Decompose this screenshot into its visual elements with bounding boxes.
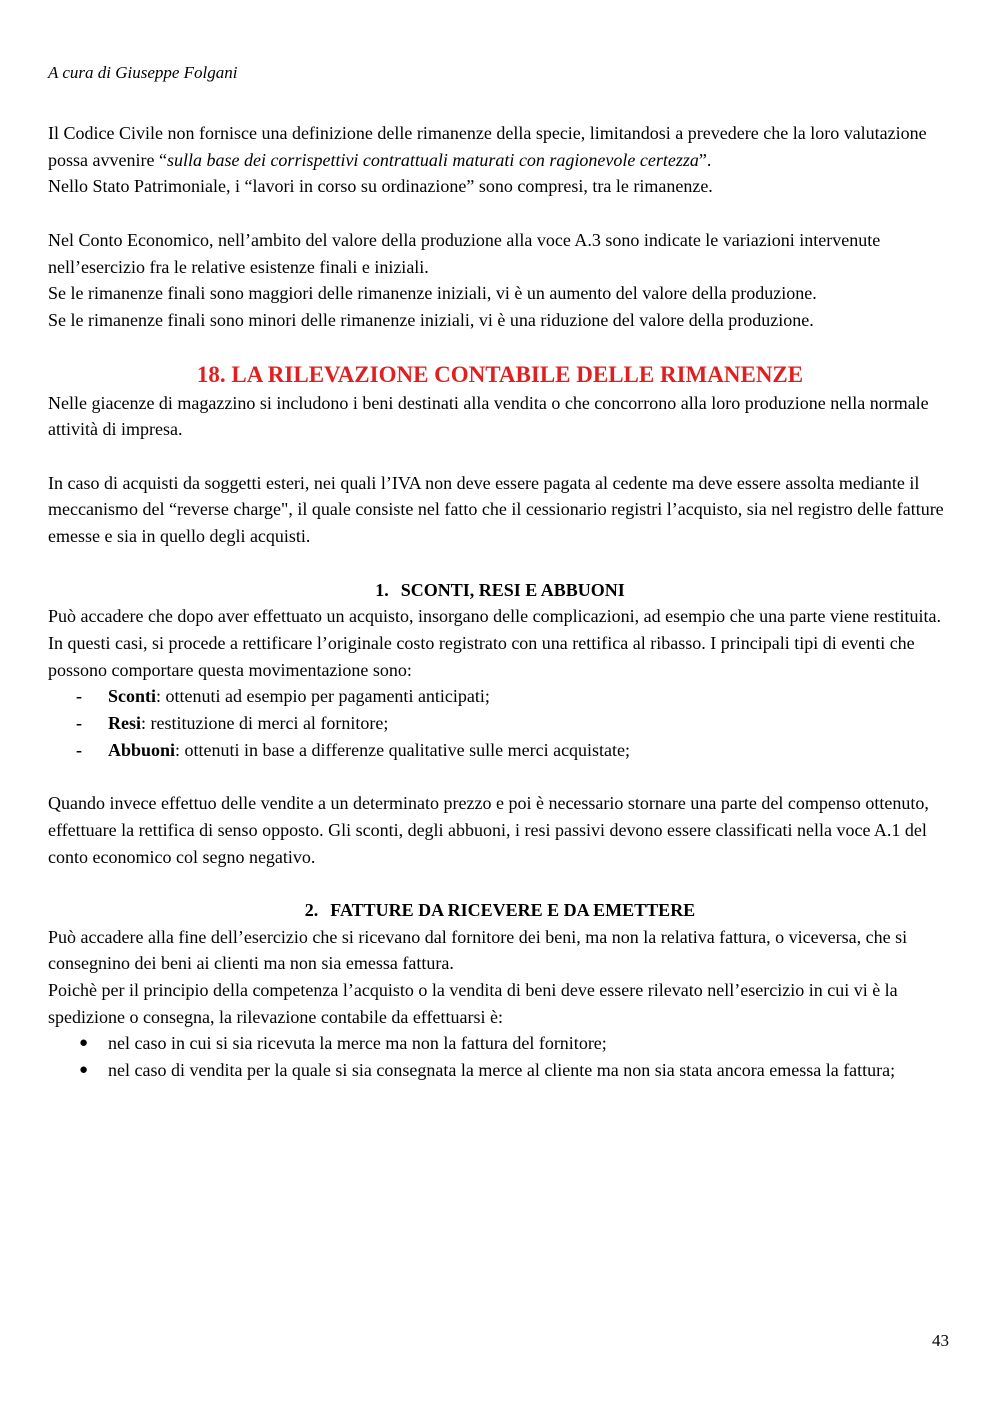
bullet-icon: ●: [79, 1035, 89, 1052]
subsection-2-paragraph-1: Può accadere alla fine dell’esercizio che si ricevano dal fornitore dei beni, ma non la relativa fattura, o viceversa, che si consegnino dei beni ai clienti ma non sia emessa fattura.: [48, 926, 908, 974]
list-item: ● nel caso in cui si sia ricevuta la merce ma non la fattura del fornitore;: [48, 1030, 952, 1057]
page-header: A cura di Giuseppe Folgani: [48, 63, 238, 82]
dash-bullet: -: [76, 713, 82, 734]
dash-bullet: -: [76, 686, 82, 707]
intro-paragraph-1: Il Codice Civile non fornisce una definizione delle rimanenze della specie, limitandosi a prevedere che la loro valutazione possa avvenire “sulla base dei corrispettivi contrattuali maturati con ragionevole certezza”.: [48, 123, 927, 170]
list-item: - Abbuoni: ottenuti in base a differenze qualitative sulle merci acquistate;: [48, 737, 952, 764]
list-item: - Resi: restituzione di merci al fornitore;: [48, 710, 952, 737]
subsection-1-title: 1. SCONTI, RESI E ABBUONI: [375, 579, 625, 600]
section-18-paragraph-1: Nelle giacenze di magazzino si includono i beni destinati alla vendita o che concorrono alla loro produzione nella normale attività di impresa.: [48, 392, 929, 440]
subsection-1-paragraph-1: Può accadere che dopo aver effettuato un acquisto, insorgano delle complicazioni, ad esempio che una parte viene restituita.: [48, 606, 941, 627]
intro-paragraph-2: Nello Stato Patrimoniale, i “lavori in corso su ordinazione” sono compresi, tra le rimanenze.: [48, 176, 713, 197]
subsection-1-paragraph-2: In questi casi, si procede a rettificare l’originale costo registrato con una rettifica al ribasso. I principali tipi di eventi che possono comportare questa movimentazione sono:: [48, 632, 915, 680]
subsection-1-paragraph-3: Quando invece effettuo delle vendite a un determinato prezzo e poi è necessario stornare una parte del compenso ottenuto, effettuare la rettifica di senso opposto. Gli sconti, degli abbuoni, i resi passivi devono essere classificati nella voce A.1 del conto economico col segno negativo.: [48, 793, 929, 867]
intro-paragraph-5: Se le rimanenze finali sono minori delle rimanenze iniziali, vi è una riduzione del valore della produzione.: [48, 309, 814, 330]
intro-paragraph-3: Nel Conto Economico, nell’ambito del valore della produzione alla voce A.3 sono indicate le variazioni intervenute nell’esercizio fra le relative esistenze finali e iniziali.: [48, 229, 881, 277]
page-number: 43: [932, 1331, 949, 1350]
intro-paragraph-4: Se le rimanenze finali sono maggiori delle rimanenze iniziali, vi è un aumento del valore della produzione.: [48, 283, 817, 304]
list-item: ● nel caso di vendita per la quale si sia consegnata la merce al cliente ma non sia stata ancora emessa la fattura;: [48, 1057, 952, 1084]
section-18-paragraph-2: In caso di acquisti da soggetti esteri, nei quali l’IVA non deve essere pagata al cedente ma deve essere assolta mediante il meccanismo del “reverse charge", il quale consiste nel fatto che il cessionario registri l’acquisto, sia nel registro delle fatture emesse e sia in quello degli acquisti.: [48, 472, 944, 547]
quoted-italic-text: sulla base dei corrispettivi contrattuali maturati con ragionevole certezza: [166, 149, 699, 170]
bullet-icon: ●: [79, 1062, 89, 1079]
dash-bullet: -: [76, 739, 82, 760]
subsection-2-paragraph-2: Poichè per il principio della competenza l’acquisto o la vendita di beni deve essere rilevato nell’esercizio in cui vi è la spedizione o consegna, la rilevazione contabile da effettuarsi è:: [48, 980, 898, 1027]
section-18-title: 18. LA RILEVAZIONE CONTABILE DELLE RIMANENZE: [196, 361, 804, 387]
dash-list: [48, 683, 952, 763]
bullet-list: [48, 1030, 952, 1083]
document-body: [48, 120, 952, 1084]
subsection-2-title: 2. FATTURE DA RICEVERE E DA EMETTERE: [304, 899, 696, 920]
list-item: - Sconti: ottenuti ad esempio per pagamenti anticipati;: [48, 683, 952, 710]
